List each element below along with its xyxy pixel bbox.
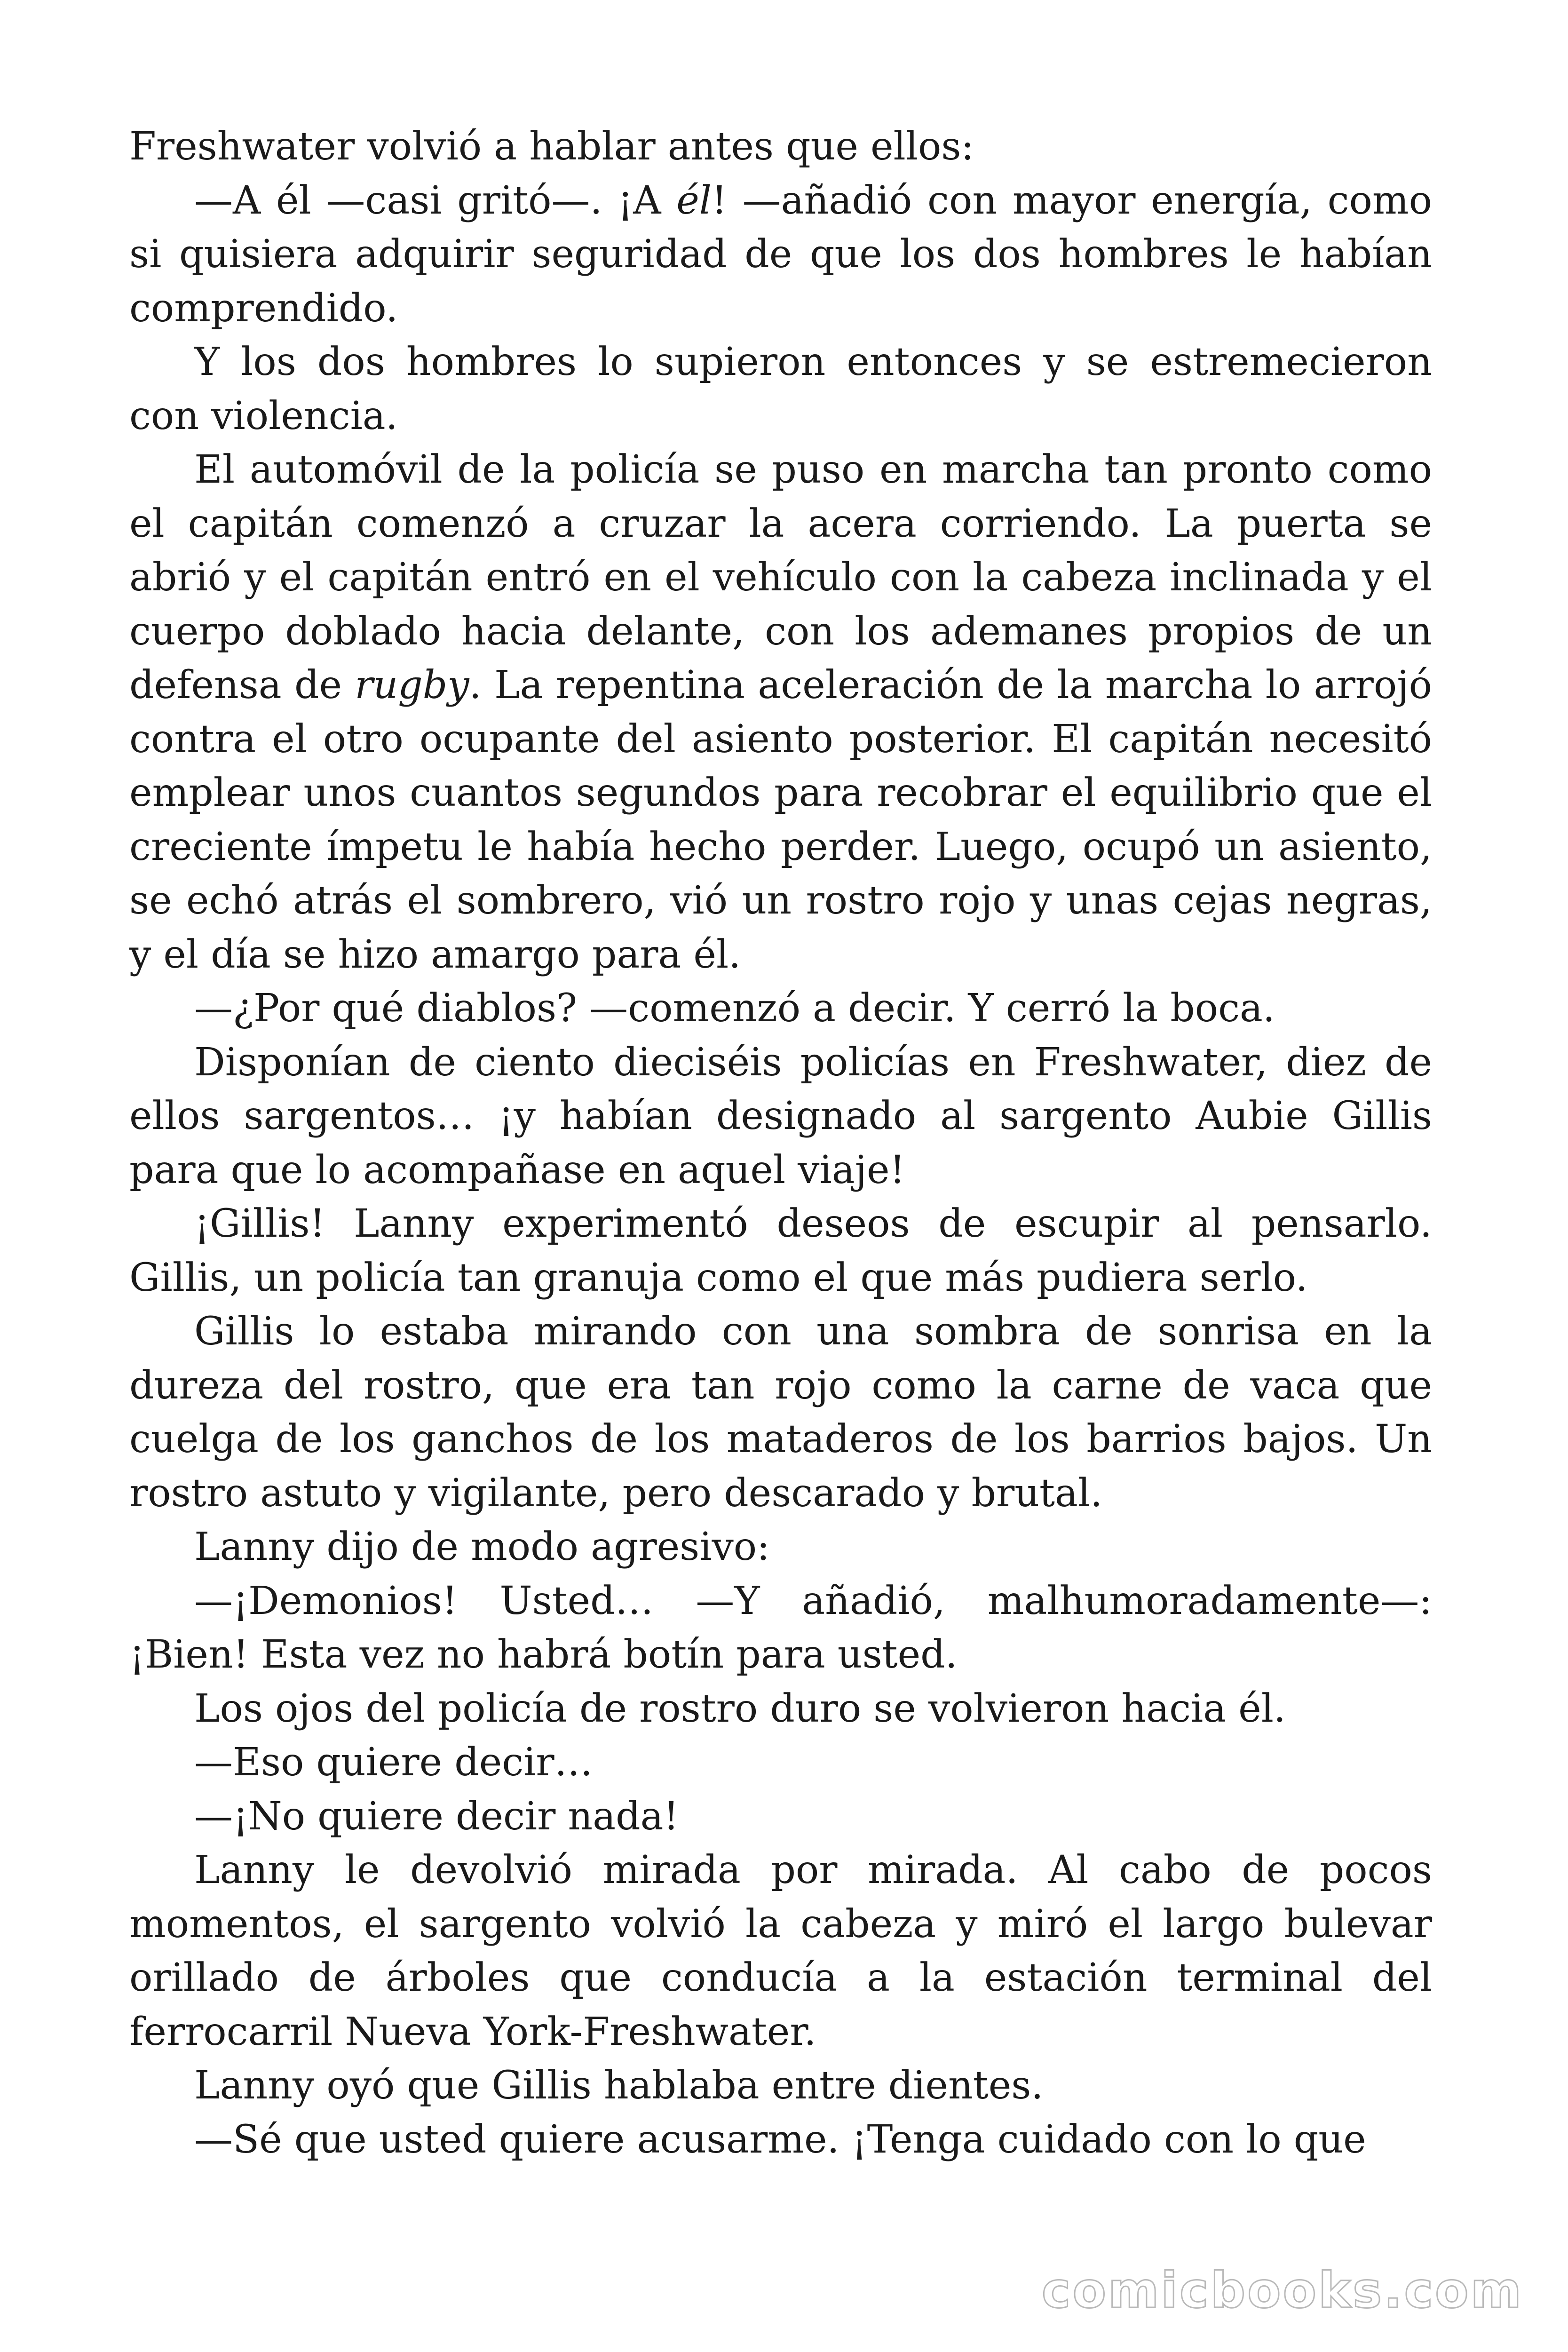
paragraph: Y los dos hombres lo supieron entonces y se estremecieron con violencia. <box>129 340 1432 438</box>
paragraph: El automóvil de la policía se puso en marcha tan pronto como el capitán comenzó a cruzar la acera corriendo. La puerta se abrió y el capitán entró en el vehículo con la cabeza inclinada y el cuerpo doblado hacia delante, con los ademanes propios de un defensa de rugby. La repentina aceleración de la marcha lo arrojó contra el otro ocupante del asiento posterior. El capitán necesitó emplear unos cuantos segundos para recobrar el equilibrio que el creciente ímpetu le había hecho perder. Luego, ocupó un asiento, se echó atrás el sombrero, vió un rostro rojo y unas cejas negras, y el día se hizo amargo para él. <box>129 447 1432 977</box>
paragraph: Gillis lo estaba mirando con una sombra de sonrisa en la dureza del rostro, que era tan rojo como la carne de vaca que cuelga de los ganchos de los mataderos de los barrios bajos. Un rostro astuto y vigilante, pero descarado y brutal. <box>129 1309 1432 1516</box>
body-text <box>129 120 1432 2167</box>
paragraph: —¡Demonios! Usted… —Y añadió, malhumoradamente—: ¡Bien! Esta vez no habrá botín para usted. <box>129 1578 1432 1677</box>
paragraph: Freshwater volvió a hablar antes que ellos: <box>129 124 974 169</box>
paragraph: Lanny oyó que Gillis hablaba entre dientes. <box>194 2063 1044 2108</box>
paragraph: Lanny le devolvió mirada por mirada. Al cabo de pocos momentos, el sargento volvió la cabeza y miró el largo bulevar orillado de árboles que conducía a la estación terminal del ferrocarril Nueva York-Freshwater. <box>129 1848 1432 2054</box>
watermark-logo: comicbooks.com <box>1041 2262 1523 2319</box>
paragraph: Los ojos del policía de rostro duro se volvieron hacia él. <box>194 1686 1286 1731</box>
paragraph: Lanny dijo de modo agresivo: <box>194 1525 770 1569</box>
paragraph: —Eso quiere decir… <box>194 1740 593 1785</box>
paragraph: Disponían de ciento dieciséis policías en Freshwater, diez de ellos sargentos… ¡y habían designado al sargento Aubie Gillis para que lo acompañase en aquel viaje! <box>129 1040 1432 1192</box>
paragraph: —¡No quiere decir nada! <box>194 1794 679 1839</box>
paragraph: —¿Por qué diablos? —comenzó a decir. Y cerró la boca. <box>194 986 1275 1031</box>
paragraph: —A él —casi gritó—. ¡A él! —añadió con mayor energía, como si quisiera adquirir seguridad de que los dos hombres le habían comprendido. <box>129 178 1432 331</box>
paragraph: ¡Gillis! Lanny experimentó deseos de escupir al pensarlo. Gillis, un policía tan granuja como el que más pudiera serlo. <box>129 1201 1432 1300</box>
paragraph: —Sé que usted quiere acusarme. ¡Tenga cuidado con lo que <box>194 2117 1366 2162</box>
